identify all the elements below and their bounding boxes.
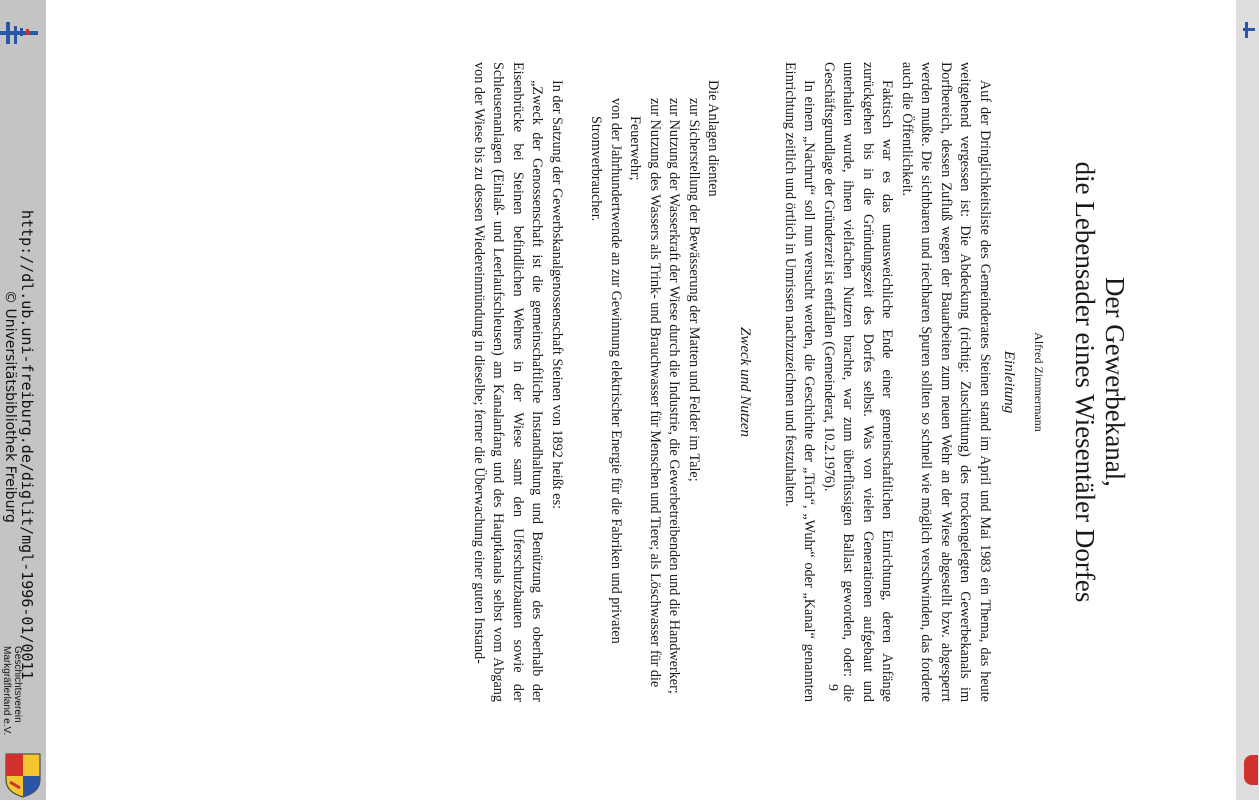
paragraph-3: In einem „Nachruf“ soll nun versucht werden, die Geschichte der „Tich“, „Wuhr“ oder „Kanal“ genannten Einrichtung zeitlich und örtlich in Umrissen nachzuzeichnen und festzuhalten.: [782, 62, 818, 702]
page-number: 9: [825, 684, 840, 691]
list-item: von der Jahrhundertwende an zur Gewinnung elektrischer Energie für die Fabriken und privaten Stromverbraucher.: [588, 98, 624, 644]
section-heading-purpose: Zweck und Nutzen: [737, 327, 754, 437]
list-item: zur Sicherstellung der Bewässerung der Matten und Felder im Tale;: [686, 98, 702, 482]
scanned-page: [469, 62, 1131, 702]
paragraph-5: „Zweck der Genossenschaft ist die gemeinschaftliche Instandhaltung und Benützung des oberhalb der Eisenbrücke bei Steinen befindlichen Wehres in der Wiese samt den Uferschutzbauten sowie der Schleusenanlagen (Einlaß- und Leerlaufschleusen) am Kanalanfang und des Hauptkanals selbst vom Abgang von der Wiese bis zu dessen Wiedereinmündung in dieselbe; ferner die Überwachung einer guten Instand-: [471, 62, 546, 702]
source-url: http://dl.ub.uni-freiburg.de/diglit/mgl-1996-01/0011: [18, 210, 36, 680]
society-crest-edge: [1244, 755, 1258, 785]
list-item: zur Nutzung der Wasserkraft der Wiese durch die Industrie, die Gewerbetreibenden und die Handwerker;: [666, 98, 683, 694]
list-item: zur Nutzung des Wassers als Trink- und Brauchwasser für Menschen und Tiere; als Löschwasser für die Feuerwehr;: [627, 98, 663, 688]
list-intro: Die Anlagen dienten: [705, 80, 722, 197]
society-name-line1: Geschichtsverein: [12, 646, 23, 723]
society-name-line2: Markgräflerland e.V.: [1, 646, 12, 736]
section-heading-introduction: Einleitung: [1001, 350, 1017, 414]
title-line-1: Der Gewerbekanal,: [1100, 277, 1130, 487]
article-author: Alfred Zimmermann: [1032, 332, 1046, 432]
copyright-notice: © Universitätsbibliothek Freiburg: [2, 290, 18, 523]
purpose-list: [586, 98, 703, 702]
paragraph-4: In der Satzung der Gewerbskanalgenossenschaft Steinen von 1892 heißt es:: [549, 80, 565, 510]
paragraph-1: Auf der Dringlichkeitsliste des Gemeinderates Steinen stand im April und Mai 1983 ein Thema, das heute weitgehend vergessen ist: Die Abdeckung (richtig: Zuschüttung) des trockengelegten Gewerbekanals im Dorfbereich, dessen Zufluß wegen der Bauarbeiten zum neuen Wehr an der Wiese abgestellt bzw. abgesperrt werden mußte. Die sichtbaren und riechbaren Spuren sollten so schnell wie möglich verschwinden, das forderte auch die Öffentlichkeit.: [899, 62, 993, 702]
society-name: [1, 646, 23, 735]
society-crest-icon: [4, 752, 42, 798]
library-logo-icon-right: [1243, 20, 1255, 40]
paragraph-2: Faktisch war es das unausweichliche Ende einer gemeinschaftlichen Einrichtung, deren Anfänge zurückgehen bis in die Gründungszeit des Dorfes selbst. Was von vielen Generationen aufgebaut und unterhalten wurde, ihnen vielfachen Nutzen brachte, war zum überflüssigen Ballast geworden, oder: die Geschäftsgrundlage der Gründerzeit ist entfallen (Gemeinderat, 10.2.1976).: [821, 62, 896, 702]
article-title: [1070, 62, 1130, 702]
library-logo-icon: [0, 18, 40, 48]
title-line-2: die Lebensader eines Wiesentäler Dorfes: [1070, 161, 1100, 603]
scanner-margin-right: [1236, 0, 1259, 800]
